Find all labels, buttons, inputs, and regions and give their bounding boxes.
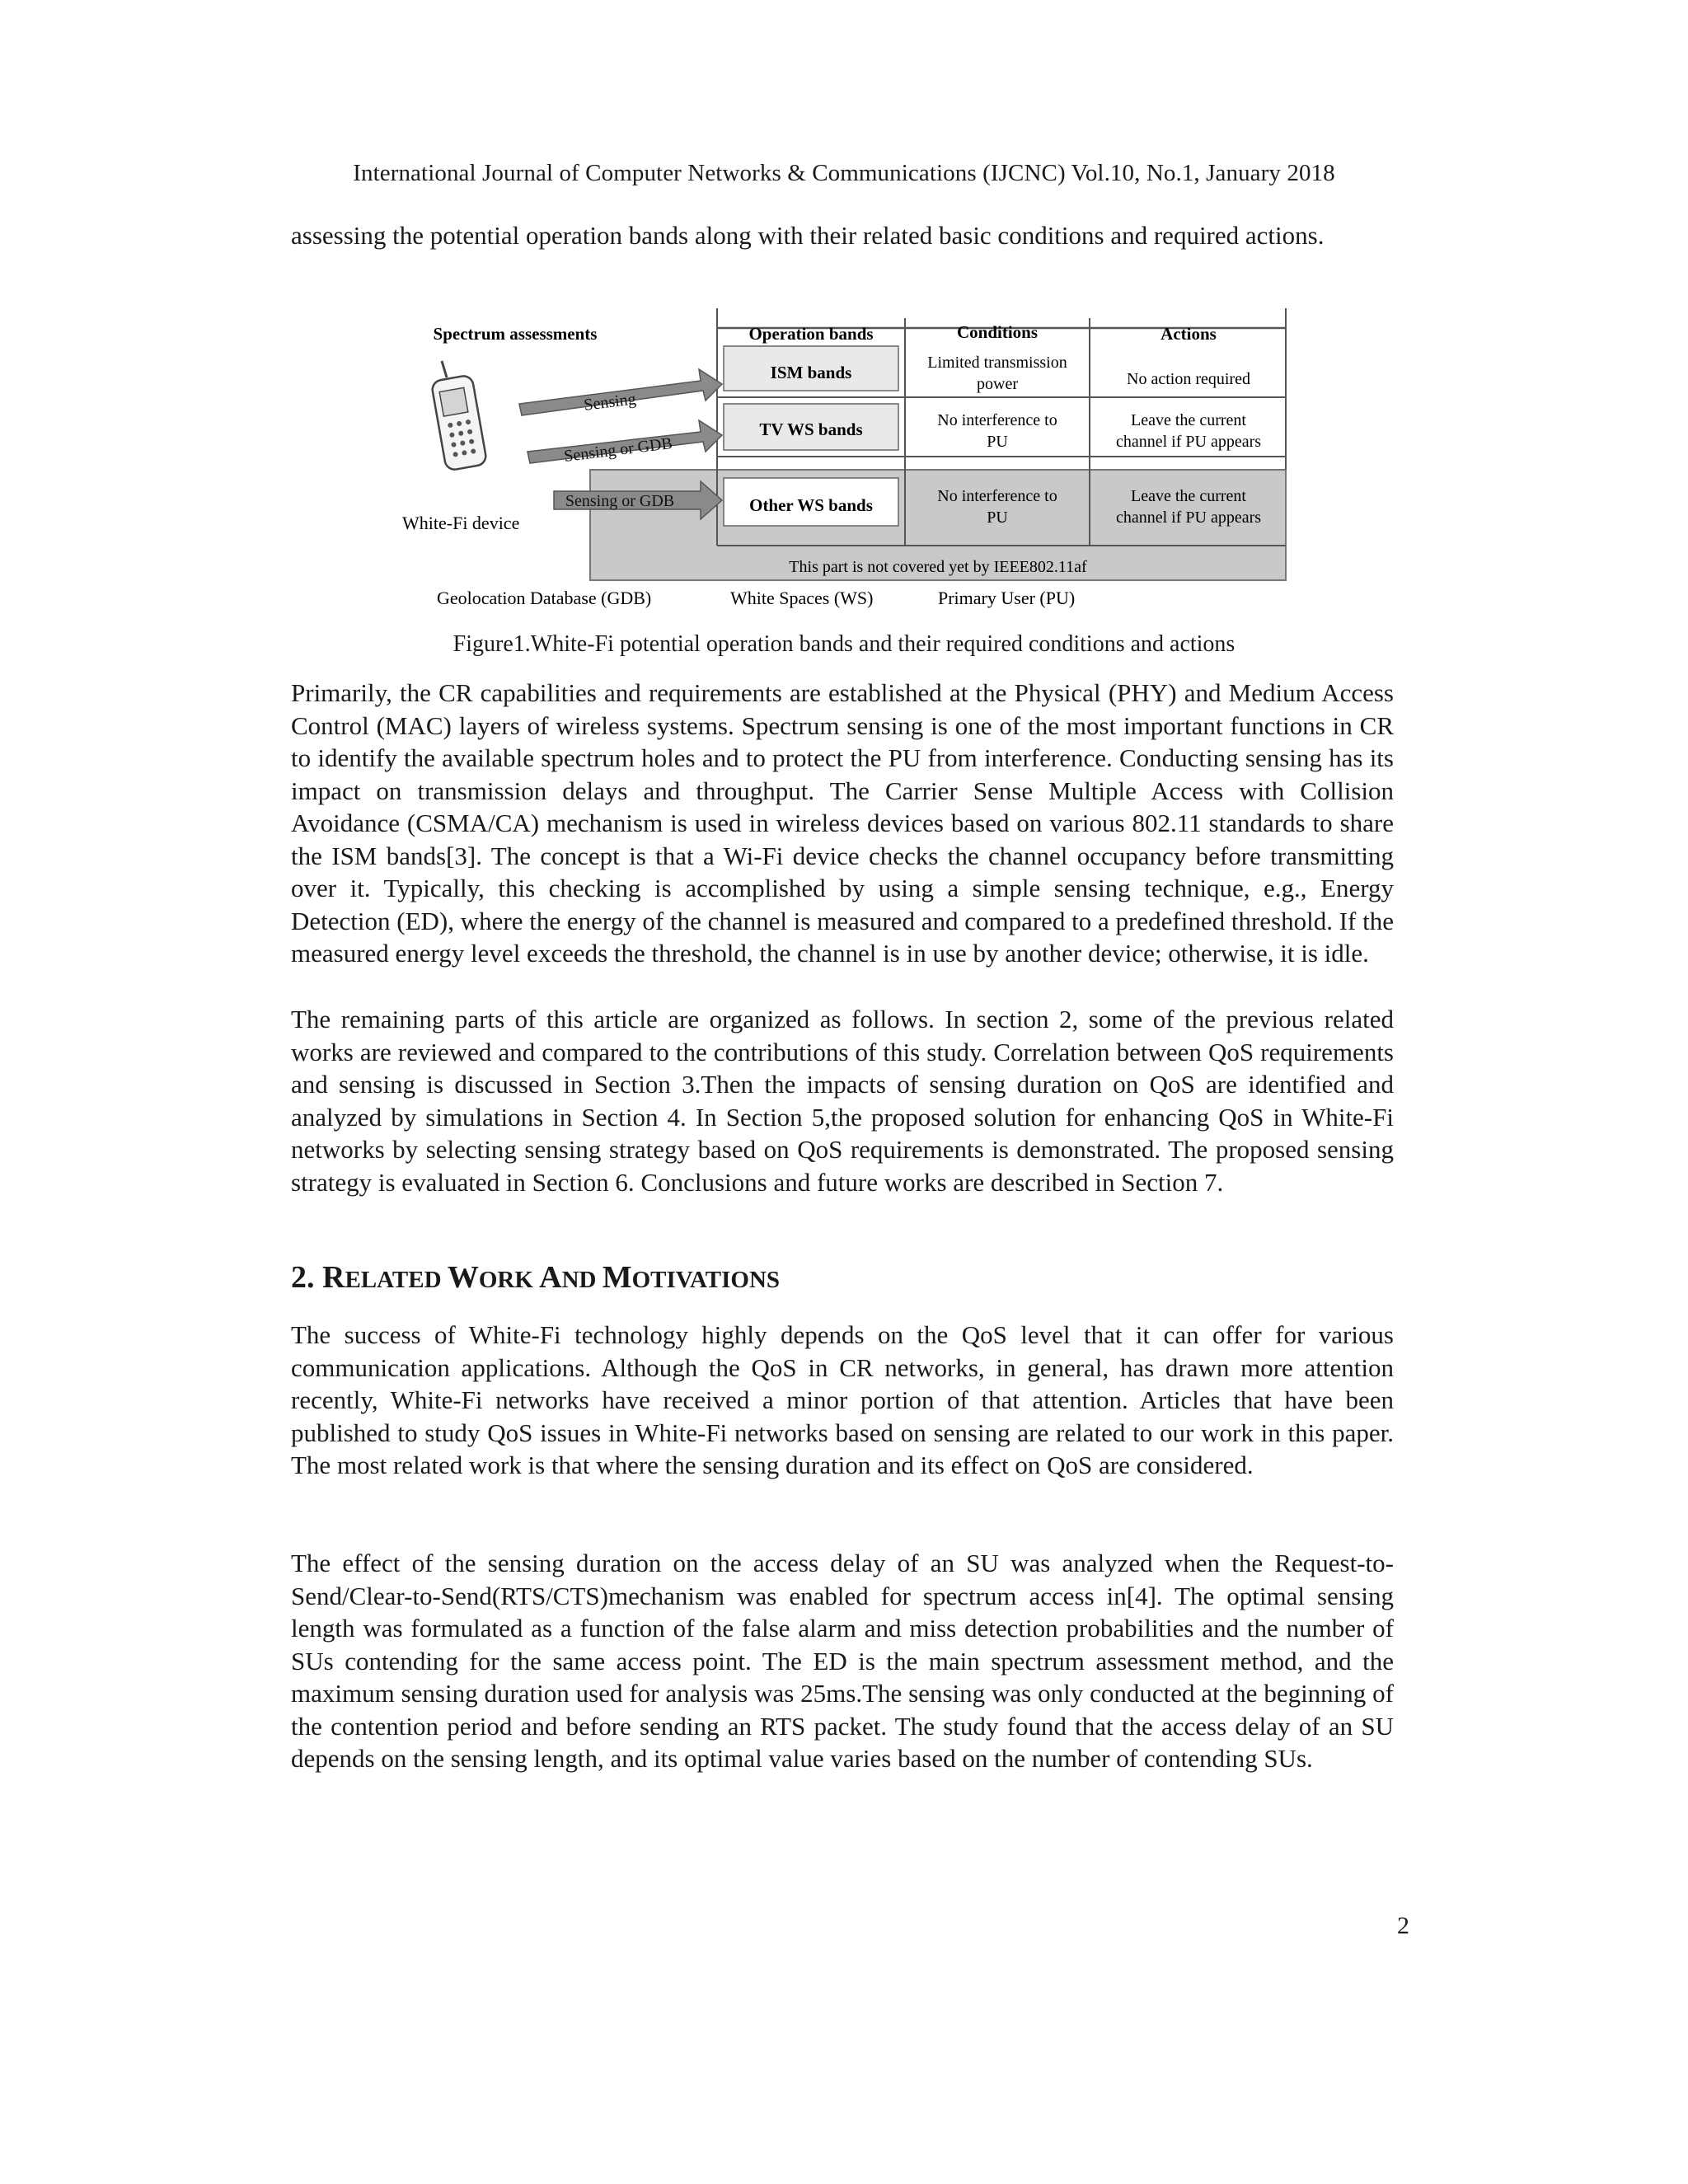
device-label: White-Fi device xyxy=(402,513,520,533)
section-number: 2. xyxy=(291,1260,315,1295)
band-other-ws: Other WS bands xyxy=(749,495,873,515)
condition-row1-line1: Limited transmission xyxy=(927,354,1067,372)
condition-row2-line1: No interference to xyxy=(937,411,1057,429)
mobile-phone-icon xyxy=(431,361,487,471)
arrow-label-sensing-gdb-1: Sensing or GDB xyxy=(563,434,673,466)
action-row3-line2: channel if PU appears xyxy=(1115,509,1262,527)
figure-white-fi-bands xyxy=(387,298,1327,620)
body-paragraph-2: The remaining parts of this article are organized as follows. In section 2, some of the previous related works are reviewed and compared to the contributions of this study. Correlation between QoS requirements and sensing is discussed in Section 3.Then the impacts of sensing duration on QoS are identified and analyzed by simulations in Section 4. In Section 5,the proposed solution for enhancing QoS in White-Fi networks by selecting sensing strategy based on QoS requirements is demonstrated. The proposed sensing strategy is evaluated in Section 6. Conclusions and future works are described in Section 7. xyxy=(291,1005,1394,1197)
action-row2-line1: Leave the current xyxy=(1131,411,1246,429)
page-number: 2 xyxy=(1397,1912,1409,1939)
condition-row1-line2: power xyxy=(977,375,1018,393)
running-header: International Journal of Computer Networks & Communications (IJCNC) Vol.10, No.1, January 2018 xyxy=(353,160,1335,186)
figure-caption: Figure1.White-Fi potential operation bands and their required conditions and actions xyxy=(452,631,1236,657)
band-tv-ws: TV WS bands xyxy=(759,419,863,439)
condition-row3-line2: PU xyxy=(987,509,1008,527)
legend-gdb: Geolocation Database (GDB) xyxy=(437,588,652,608)
condition-row3-line1: No interference to xyxy=(937,487,1057,505)
legend-pu: Primary User (PU) xyxy=(938,588,1076,608)
section-heading: 2. RELATED WORK AND MOTIVATIONS xyxy=(291,1260,781,1295)
intro-paragraph: assessing the potential operation bands along with their related basic conditions and required actions. xyxy=(291,221,1325,250)
not-covered-note: This part is not covered yet by IEEE802.11af xyxy=(789,558,1087,576)
section2-paragraph-1: The success of White-Fi technology highly depends on the QoS level that it can offer for various communication applications. Although the QoS in CR networks, in general, has drawn more attention recently, White-Fi networks have received a minor portion of that attention. Articles that have been published to study QoS issues in White-Fi networks based on sensing are related to our work in this paper. The most related work is that where the sensing duration and its effect on QoS are considered. xyxy=(291,1320,1394,1479)
legend-ws: White Spaces (WS) xyxy=(730,588,874,608)
body-paragraph-1: Primarily, the CR capabilities and requirements are established at the Physical (PHY) and Medium Access Control (MAC) layers of wireless systems. Spectrum sensing is one of the most important functions in CR to identify the available spectrum holes and to protect the PU from interference. Conducting sensing has its impact on transmission delays and throughput. The Carrier Sense Multiple Access with Collision Avoidance (CSMA/CA) mechanism is used in wireless devices based on various 802.11 standards to share the ISM bands[3]. The concept is that a Wi-Fi device checks the channel occupancy before transmitting over it. Typically, this checking is accomplished by using a simple sensing technique, e.g., Energy Detection (ED), where the energy of the channel is measured and compared to a predefined threshold. If the measured energy level exceeds the threshold, the channel is in use by another device; otherwise, it is idle. xyxy=(291,678,1394,968)
col-operation-bands: Operation bands xyxy=(748,324,874,344)
col-actions: Actions xyxy=(1160,324,1217,344)
col-spectrum-assessments: Spectrum assessments xyxy=(433,324,598,344)
arrow-label-sensing: Sensing xyxy=(583,390,637,415)
condition-row2-line2: PU xyxy=(987,433,1008,451)
band-ism: ISM bands xyxy=(770,363,852,382)
action-row3-line1: Leave the current xyxy=(1131,487,1246,505)
arrow-label-sensing-gdb-2: Sensing or GDB xyxy=(565,492,675,510)
section2-paragraph-2: The effect of the sensing duration on the access delay of an SU was analyzed when the Request-to-Send/Clear-to-Send(RTS/CTS)mechanism was enabled for spectrum access in[4]. The optimal sensing length was formulated as a function of the false alarm and miss detection probabilities and the number of SUs contending for the same access point. The ED is the main spectrum assessment method, and the maximum sensing duration used for analysis was 25ms.The sensing was only conducted at the beginning of the contention period and before sending an RTS packet. The study found that the access delay of an SU depends on the sensing length, and its optimal value varies based on the number of contending SUs. xyxy=(291,1549,1394,1773)
action-row1-line1: No action required xyxy=(1127,370,1250,388)
action-row2-line2: channel if PU appears xyxy=(1115,433,1262,451)
col-conditions: Conditions xyxy=(956,322,1039,342)
